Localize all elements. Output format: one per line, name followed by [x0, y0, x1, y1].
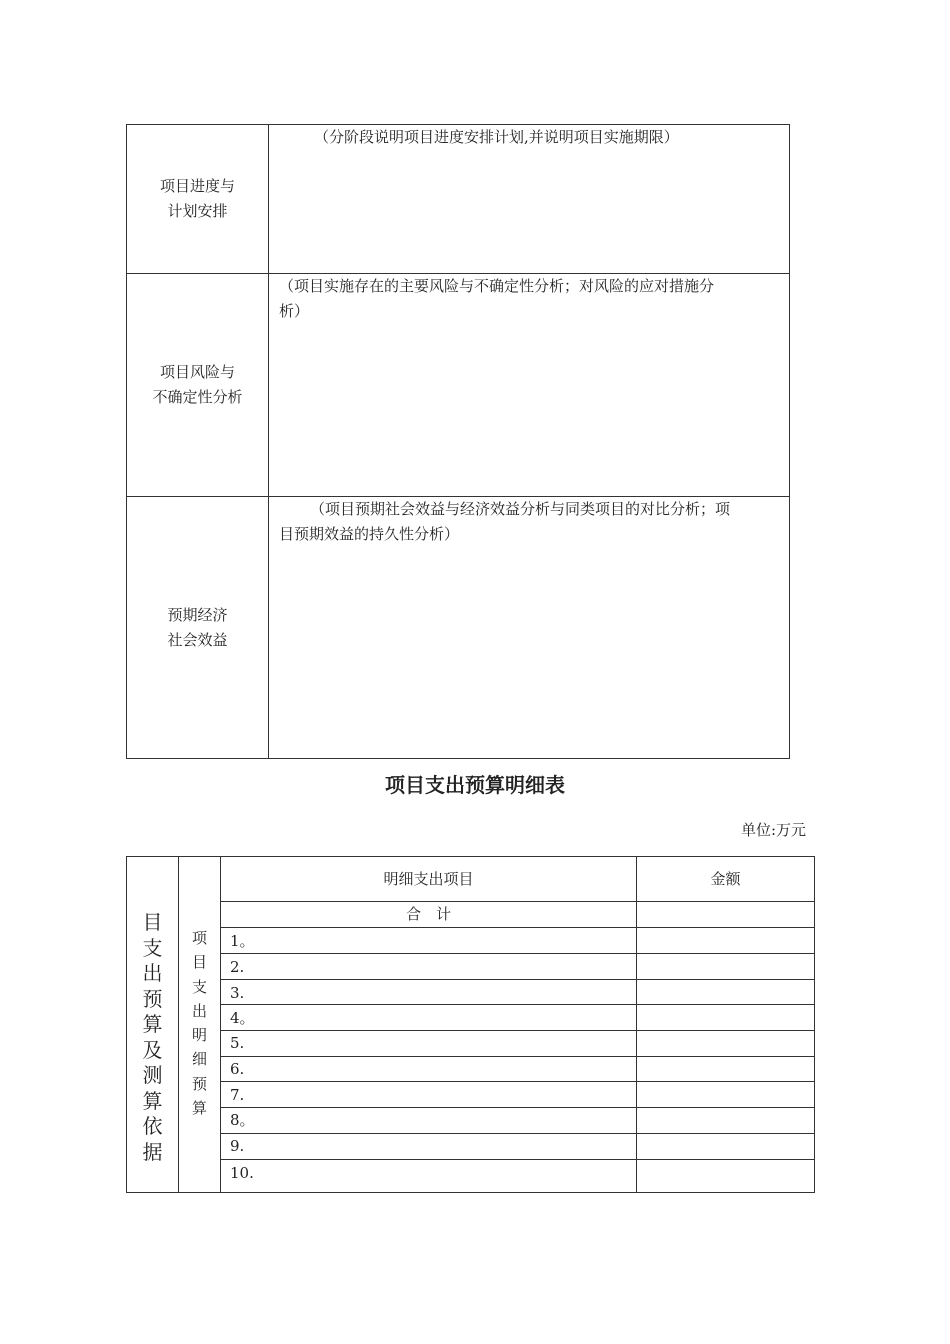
form-table-col-divider [268, 124, 269, 759]
form-table-border-right [789, 124, 790, 759]
budget-row-divider [220, 1081, 815, 1082]
row-note-schedule: （分阶段说明项目进度安排计划,并说明项目实施期限） [314, 128, 679, 146]
budget-row-divider [220, 927, 815, 928]
form-table-border-bottom [126, 758, 790, 759]
row-label-schedule: 项目进度与 计划安排 [159, 177, 235, 220]
row-note-benefit: （项目预期社会效益与经济效益分析与同类项目的对比分析；项 目预期效益的持久性分析） [279, 500, 731, 543]
list-item: 3. [230, 984, 245, 1002]
list-item: 7. [230, 1086, 245, 1104]
header-item: 明细支出项目 [383, 870, 474, 888]
budget-table-border-bottom [126, 1192, 815, 1193]
list-item: 2. [230, 958, 245, 976]
list-item: 8。 [230, 1111, 255, 1129]
budget-row-divider [220, 1030, 815, 1031]
budget-row-divider [220, 1004, 815, 1005]
side-label-outer: 目 支 出 预 算 及 测 算 依 据 [142, 910, 163, 1164]
budget-col-divider [636, 856, 637, 1193]
budget-row-divider [220, 979, 815, 980]
row-label-benefit: 预期经济 社会效益 [167, 606, 228, 649]
budget-title: 项目支出预算明细表 [385, 773, 565, 797]
list-item: 1。 [230, 932, 255, 950]
header-amount: 金额 [710, 870, 741, 888]
list-item: 5. [230, 1034, 245, 1052]
budget-row-divider [220, 1159, 815, 1160]
budget-table-border-right [814, 856, 815, 1193]
side-label-inner: 项 目 支 出 明 细 预 算 [191, 929, 207, 1118]
budget-row-divider [220, 953, 815, 954]
row-note-risk: （项目实施存在的主要风险与不确定性分析；对风险的应对措施分 析） [279, 277, 715, 320]
budget-row-divider [220, 1107, 815, 1108]
budget-row-divider [220, 1133, 815, 1134]
list-item: 6. [230, 1060, 245, 1078]
list-item: 4。 [230, 1009, 255, 1027]
budget-table-border-top [126, 856, 815, 857]
list-item: 9. [230, 1137, 245, 1155]
row-label-risk: 项目风险与 不确定性分析 [152, 363, 243, 406]
unit-label: 单位:万元 [740, 821, 806, 839]
budget-row-divider [220, 1056, 815, 1057]
total-label: 合 计 [405, 905, 451, 923]
list-item: 10. [230, 1164, 254, 1182]
